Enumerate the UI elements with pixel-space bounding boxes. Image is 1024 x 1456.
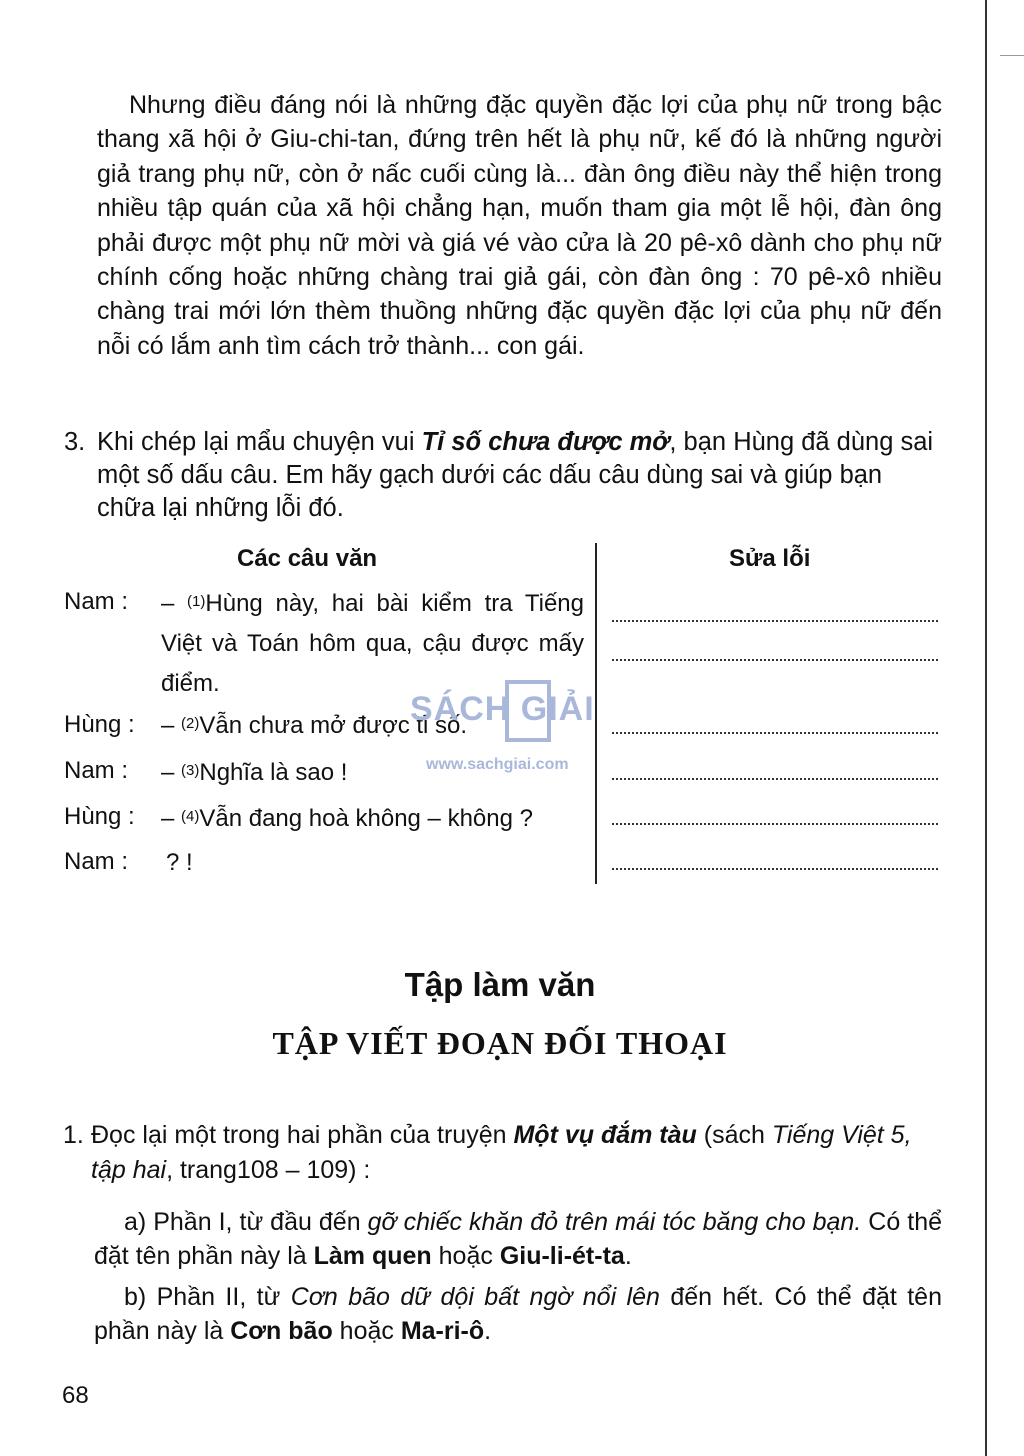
exercise-1-text: (sách (696, 1121, 772, 1149)
dialogue-text: Vẫn chưa mở được tỉ số. (199, 712, 468, 739)
part-b-text: b) Phần II, từ (124, 1283, 291, 1311)
page-number: 68 (62, 1382, 89, 1409)
speaker-label: Nam : (64, 588, 129, 615)
exercise-3-number: 3. (64, 428, 86, 456)
part-b-quote: Cơn bão dữ dội bất ngờ nổi lên (290, 1283, 660, 1311)
answer-line[interactable] (612, 866, 938, 870)
watermark-text: SÁCH GIẢI (410, 690, 595, 728)
dialogue-text: Vẫn đang hoà không – không ? (199, 805, 533, 832)
section-subtitle: TẬP VIẾT ĐOẠN ĐỐI THOẠI (272, 1025, 728, 1061)
dash: – (161, 759, 182, 786)
part-a (94, 1205, 942, 1273)
part-a-text: . (624, 1242, 632, 1270)
exercise-1-text: Đọc lại một trong hai phần của truyện (91, 1121, 514, 1149)
part-a-text: hoặc (431, 1242, 500, 1270)
part-a-text: Có thể đặt tên phần này là (94, 1208, 943, 1270)
page-edge-line (985, 0, 987, 1456)
dialogue-line-5 (166, 843, 589, 883)
watermark-url: www.sachgiai.com (426, 756, 569, 773)
dash: – (161, 805, 182, 832)
dash: – (161, 712, 182, 739)
part-b-name-2: Ma-ri-ô (400, 1317, 485, 1345)
speaker-label: Hùng : (64, 711, 135, 738)
part-a-name-1: Làm quen (313, 1242, 432, 1270)
speaker-label: Nam : (64, 757, 129, 784)
story-title: Tỉ số chưa được mở (421, 428, 670, 456)
answer-line[interactable] (612, 776, 938, 780)
exercise-1 (63, 1118, 943, 1188)
part-b-text: hoặc (332, 1317, 401, 1345)
sentence-number: (4) (181, 808, 200, 825)
exercise-3-text-before: Khi chép lại mẩu chuyện vui (97, 428, 422, 456)
part-b (94, 1280, 942, 1348)
story-name: Một vụ đắm tàu (513, 1121, 697, 1149)
exercise-1-text: , trang108 – 109) : (166, 1156, 371, 1184)
column-header-corrections: Sửa lỗi (729, 545, 811, 572)
exercise-3-prompt (97, 426, 942, 525)
reading-passage (97, 88, 942, 363)
part-b-text: đến hết. Có thể đặt tên phần này là (94, 1283, 942, 1345)
exercise-1-prompt (91, 1118, 943, 1188)
exercise-3 (64, 426, 942, 525)
dialogue-text: Hùng này, hai bài kiểm tra Tiếng Việt và Toán hôm qua, cậu được mấy điểm. (161, 590, 584, 697)
exercise-3-text-after: , bạn Hùng đã dùng sai một số dấu câu. Em hãy gạch dưới các dấu câu dùng sai và giúp bạn chữa lại những lỗi đó. (97, 428, 934, 522)
part-b-text: . (484, 1317, 492, 1345)
page-edge-tick (1000, 55, 1024, 56)
part-b-name-1: Cơn bão (230, 1317, 333, 1345)
dash: – (161, 590, 188, 617)
passage-text: Nhưng điều đáng nói là những đặc quyền đặc lợi của phụ nữ trong bậc thang xã hội ở Giu-chi-tan, đứng trên hết là phụ nữ, kế đó là những người giả trang phụ nữ, còn ở nấc cuối cùng là... đàn ông điều này thể hiện trong nhiều tập quán của xã hội chẳng hạn, muốn tham gia một lễ hội, đàn ông phải được một phụ nữ mời và giá vé vào cửa là 20 pê-xô dành cho phụ nữ chính cống hoặc những chàng trai giả gái, còn đàn ông : 70 pê-xô nhiều chàng trai mới lớn thèm thuồng những đặc quyền đặc lợi của phụ nữ đến nỗi có lắm anh tìm cách trở thành... con gái. (97, 91, 942, 360)
sentence-number: (2) (181, 715, 200, 732)
dialogue-text: Nghĩa là sao ! (199, 759, 348, 786)
answer-line[interactable] (612, 821, 938, 825)
column-header-sentences: Các câu văn (237, 545, 378, 572)
part-a-name-2: Giu-li-ét-ta (499, 1242, 625, 1270)
speaker-label: Nam : (64, 848, 129, 875)
dialogue-text: ? ! (166, 849, 193, 876)
speaker-label: Hùng : (64, 803, 135, 830)
exercise-1-number: 1. (63, 1121, 84, 1149)
answer-line[interactable] (612, 618, 938, 622)
watermark (410, 680, 620, 773)
dialogue-line-4 (161, 799, 584, 839)
answer-line[interactable] (612, 730, 938, 734)
book-name: Tiếng Việt 5, tập hai (91, 1121, 912, 1184)
sentence-number: (1) (187, 593, 206, 610)
part-a-text: a) Phần I, từ đầu đến (124, 1208, 368, 1236)
part-a-quote: gỡ chiếc khăn đỏ trên mái tóc băng cho bạn. (367, 1208, 862, 1236)
sentence-number: (3) (181, 762, 200, 779)
section-title: Tập làm văn (404, 966, 596, 1003)
answer-line[interactable] (612, 657, 938, 661)
